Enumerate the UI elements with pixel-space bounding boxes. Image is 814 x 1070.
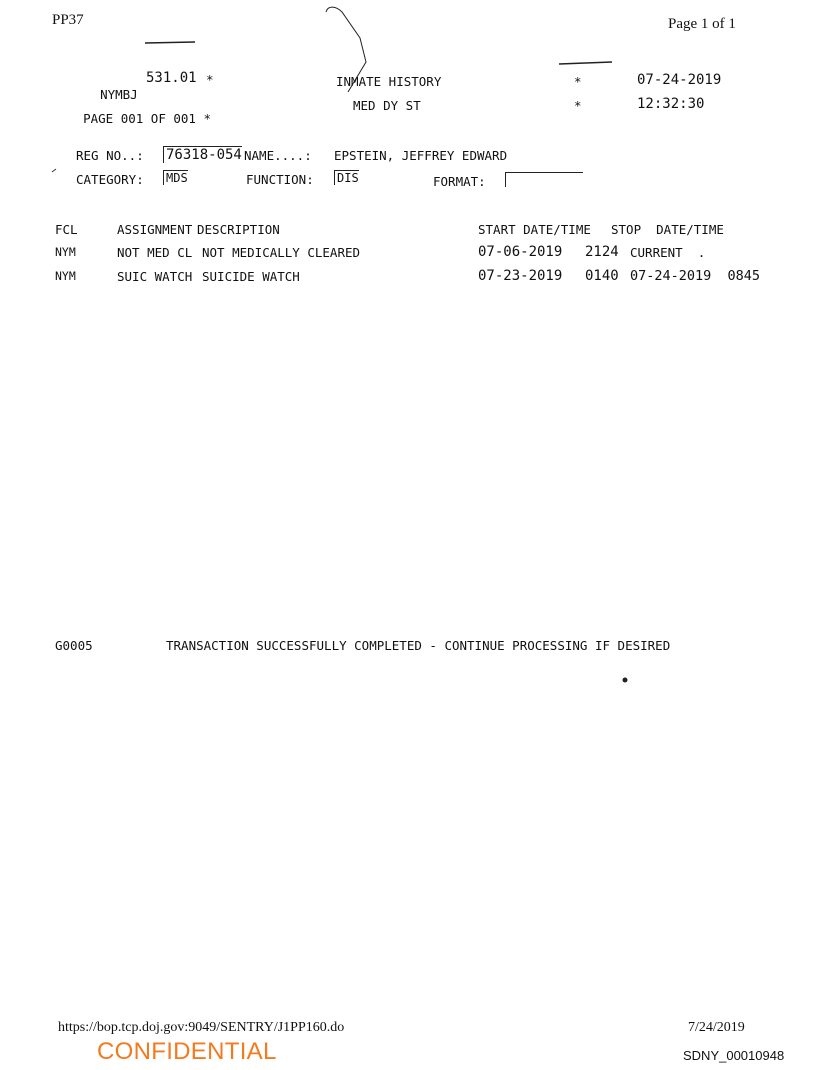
table-row bbox=[55, 268, 761, 287]
row-assignment: SUIC WATCH bbox=[117, 269, 193, 284]
row-fcl: NYM bbox=[55, 269, 76, 283]
reg-no-label: REG NO..: bbox=[76, 148, 144, 163]
system-version: 531.01 bbox=[146, 70, 197, 86]
row-stop: CURRENT . bbox=[630, 245, 706, 260]
row-assignment: NOT MED CL bbox=[117, 245, 193, 260]
function-label: FUNCTION: bbox=[246, 172, 314, 187]
name-label: NAME....: bbox=[244, 148, 312, 163]
status-code: G0005 bbox=[55, 638, 93, 653]
row-start-date: 07-06-2019 bbox=[478, 244, 563, 260]
reg-no-field[interactable]: 76318-054 bbox=[163, 146, 242, 163]
row-stop: 07-24-2019 0845 bbox=[630, 268, 761, 284]
confidential-label: CONFIDENTIAL bbox=[97, 1038, 277, 1065]
function-field[interactable]: DIS bbox=[334, 170, 359, 185]
header-star-4: * bbox=[574, 98, 582, 113]
header-description: DESCRIPTION bbox=[197, 222, 280, 237]
row-description: SUICIDE WATCH bbox=[202, 269, 300, 284]
table-row bbox=[55, 245, 755, 263]
name-value: EPSTEIN, JEFFREY EDWARD bbox=[334, 148, 508, 163]
row-fcl: NYM bbox=[55, 245, 76, 259]
page-count: PAGE 001 OF 001 bbox=[83, 111, 196, 126]
screen-time: 12:32:30 bbox=[637, 96, 705, 112]
row-start-time: 0140 bbox=[585, 268, 619, 284]
header-star-3: * bbox=[574, 74, 582, 89]
system-id: NYMBJ bbox=[100, 87, 138, 102]
status-message: TRANSACTION SUCCESSFULLY COMPLETED - CONTINUE PROCESSING IF DESIRED bbox=[166, 638, 671, 653]
format-label: FORMAT: bbox=[433, 174, 486, 189]
table-header bbox=[55, 222, 755, 240]
screen-date: 07-24-2019 bbox=[637, 72, 722, 88]
screen-subtitle: MED DY ST bbox=[353, 98, 421, 113]
header-assignment: ASSIGNMENT bbox=[117, 222, 193, 237]
header-start: START DATE/TIME bbox=[478, 222, 591, 237]
header-fcl: FCL bbox=[55, 222, 78, 237]
header-stop: STOP DATE/TIME bbox=[611, 222, 724, 237]
screen-title: INMATE HISTORY bbox=[336, 74, 442, 89]
format-field[interactable] bbox=[505, 172, 583, 187]
category-label: CATEGORY: bbox=[76, 172, 144, 187]
form-id: PP37 bbox=[52, 12, 84, 28]
row-description: NOT MEDICALLY CLEARED bbox=[202, 245, 361, 260]
footer-date: 7/24/2019 bbox=[688, 1020, 745, 1035]
header-star-2: * bbox=[203, 111, 212, 126]
category-field[interactable]: MDS bbox=[163, 170, 188, 185]
row-start-time: 2124 bbox=[585, 244, 619, 260]
bates-number: SDNY_00010948 bbox=[683, 1048, 785, 1063]
header-star-1: * bbox=[206, 72, 214, 87]
row-start-date: 07-23-2019 bbox=[478, 268, 563, 284]
footer-url: https://bop.tcp.doj.gov:9049/SENTRY/J1PP160.do bbox=[58, 1020, 345, 1035]
page-indicator: Page 1 of 1 bbox=[668, 16, 736, 32]
